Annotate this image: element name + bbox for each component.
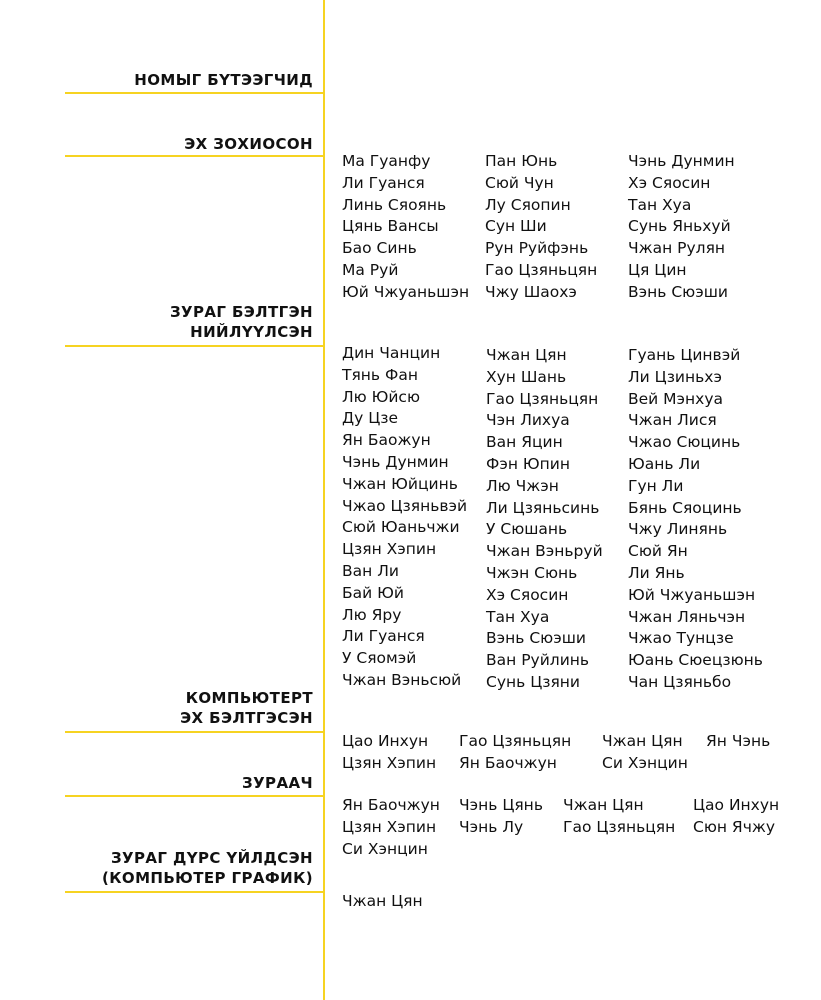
section-divider-illustrator: [65, 795, 324, 797]
name-item: Дин Чанцин: [342, 344, 441, 362]
name-item: Гун Ли: [628, 476, 684, 495]
authors-column-3: [628, 151, 735, 304]
name-item: Юй Чжуаньшэн: [628, 585, 756, 604]
name-item: Цянь Вансы: [342, 217, 439, 236]
name-item: Юань Ли: [628, 454, 701, 473]
vertical-divider: [323, 0, 325, 1000]
computer-prep-column-4: [706, 731, 770, 753]
name-item: Ян Баочжун: [342, 796, 440, 814]
name-item: Бао Синь: [342, 239, 417, 258]
name-item: Лу Сяопин: [485, 195, 571, 214]
authors-column-2: [485, 151, 597, 304]
name-item: Чэнь Лу: [459, 817, 524, 836]
name-item: Тянь Фан: [342, 365, 418, 384]
section-label-authors: ЭХ ЗОХИОСОН: [184, 135, 313, 153]
name-item: Чжан Вэньсюй: [342, 670, 462, 689]
name-item: Цао Инхун: [693, 796, 780, 814]
name-item: Рун Руйфэнь: [485, 239, 589, 258]
name-item: Цзян Хэпин: [342, 540, 437, 559]
name-item: Цзян Хэпин: [342, 817, 437, 836]
name-item: Сюй Чун: [485, 173, 554, 192]
name-item: Ця Цин: [628, 260, 687, 279]
name-item: Чжан Ляньчэн: [628, 607, 746, 626]
name-item: Чжан Цян: [602, 732, 683, 750]
name-item: Вэнь Сюэши: [486, 629, 586, 648]
name-item: Си Хэнцин: [602, 753, 688, 772]
name-item: Чжу Линянь: [628, 520, 728, 539]
name-item: Чэн Лихуа: [486, 411, 570, 430]
name-item: Бянь Сяоцинь: [628, 498, 742, 517]
name-item: У Сяомэй: [342, 649, 417, 668]
section-label-image-providers: ЗУРАГ БЭЛТГЭН НИЙЛҮҮЛСЭН: [169, 303, 313, 341]
name-item: Тан Хуа: [486, 607, 550, 626]
name-item: Сунь Цзяни: [486, 672, 580, 691]
name-item: Ван Ли: [342, 561, 399, 580]
name-item: Гао Цзяньцян: [459, 732, 572, 750]
name-item: Чжан Лися: [628, 411, 717, 430]
image-providers-column-1: [342, 343, 467, 692]
name-item: Ян Баочжун: [459, 753, 557, 772]
image-providers-column-3: [628, 345, 763, 694]
section-label-computer-prep: КОМПЬЮТЕРТ ЭХ БЭЛТГЭСЭН: [180, 689, 313, 727]
illustrators-column-4: [693, 795, 779, 839]
name-item: У Сюшань: [486, 520, 568, 539]
illustrators-column-2: [459, 795, 543, 839]
name-item: Чжан Юйцинь: [342, 474, 458, 493]
name-item: Лю Юйсю: [342, 387, 421, 406]
name-item: Сун Ши: [485, 217, 547, 236]
computer-prep-column-1: [342, 731, 436, 775]
name-item: Чжао Цзяньвэй: [342, 496, 468, 515]
name-item: Чжан Цян: [342, 892, 423, 910]
name-item: Вэнь Сюэши: [628, 282, 728, 301]
name-item: Ван Руйлинь: [486, 651, 590, 670]
name-item: Чжан Рулян: [628, 239, 726, 258]
name-item: Чжу Шаохэ: [485, 282, 577, 301]
name-item: Чжан Вэньруй: [486, 542, 603, 561]
name-item: Лю Яру: [342, 605, 402, 624]
illustrators-column-1: [342, 795, 440, 860]
name-item: Чжэн Сюнь: [486, 563, 578, 582]
name-item: Бай Юй: [342, 583, 404, 602]
name-item: Пан Юнь: [485, 152, 558, 170]
name-item: Вей Мэнхуа: [628, 389, 724, 408]
name-item: Ма Гуанфу: [342, 152, 431, 170]
name-item: Чжан Цян: [486, 346, 567, 364]
name-item: Сюй Ян: [628, 542, 688, 561]
section-label-illustrator: ЗУРААЧ: [242, 774, 313, 792]
name-item: Гао Цзяньцян: [563, 817, 676, 836]
section-label-producers: НОМЫГ БҮТЭЭГЧИД: [134, 71, 313, 89]
computer-graphics-column-1: [342, 891, 423, 913]
name-item: Гао Цзяньцян: [485, 260, 598, 279]
computer-prep-column-2: [459, 731, 571, 775]
name-item: Ма Руй: [342, 260, 399, 279]
name-item: Гао Цзяньцян: [486, 389, 599, 408]
computer-prep-column-3: [602, 731, 688, 775]
section-divider-image-providers: [65, 345, 324, 347]
name-item: Си Хэнцин: [342, 839, 428, 858]
name-item: Цао Инхун: [342, 732, 429, 750]
section-divider-authors: [65, 155, 324, 157]
name-item: Сюн Ячжу: [693, 817, 775, 836]
name-item: Сунь Яньхуй: [628, 217, 731, 236]
name-item: Гуань Цинвэй: [628, 346, 741, 364]
section-divider-computer-graphics: [65, 891, 324, 893]
name-item: Юй Чжуаньшэн: [342, 282, 470, 301]
name-item: Ли Цзяньсинь: [486, 498, 600, 517]
authors-column-1: [342, 151, 469, 304]
name-item: Фэн Юпин: [486, 454, 570, 473]
name-item: Чан Цзяньбо: [628, 672, 732, 691]
name-item: Ян Чэнь: [706, 732, 771, 750]
name-item: Ли Цзиньхэ: [628, 367, 722, 386]
name-item: Чэнь Дунмин: [628, 152, 735, 170]
name-item: Ли Гуанся: [342, 627, 425, 646]
section-divider-producers: [65, 92, 324, 94]
name-item: Ду Цзе: [342, 409, 399, 428]
name-item: Хэ Сяосин: [628, 173, 711, 192]
name-item: Чжао Сюцинь: [628, 433, 741, 452]
name-item: Хэ Сяосин: [486, 585, 569, 604]
name-item: Ван Яцин: [486, 433, 563, 452]
name-item: Чжао Тунцзе: [628, 629, 734, 648]
name-item: Линь Сяоянь: [342, 195, 447, 214]
name-item: Чэнь Дунмин: [342, 452, 449, 471]
name-item: Цзян Хэпин: [342, 753, 437, 772]
name-item: Чэнь Цянь: [459, 796, 543, 814]
section-label-computer-graphics: ЗУРАГ ДҮРС ҮЙЛДСЭН (КОМПЬЮТЕР ГРАФИК): [102, 849, 313, 887]
illustrators-column-3: [563, 795, 675, 839]
name-item: Хун Шань: [486, 367, 567, 386]
image-providers-column-2: [486, 345, 603, 694]
section-divider-computer-prep: [65, 731, 324, 733]
name-item: Тан Хуа: [628, 195, 692, 214]
name-item: Ли Гуанся: [342, 173, 425, 192]
name-item: Ян Баожун: [342, 431, 431, 450]
name-item: Юань Сюецзюнь: [628, 651, 763, 670]
name-item: Чжан Цян: [563, 796, 644, 814]
name-item: Ли Янь: [628, 563, 685, 582]
name-item: Лю Чжэн: [486, 476, 559, 495]
name-item: Сюй Юаньчжи: [342, 518, 460, 537]
